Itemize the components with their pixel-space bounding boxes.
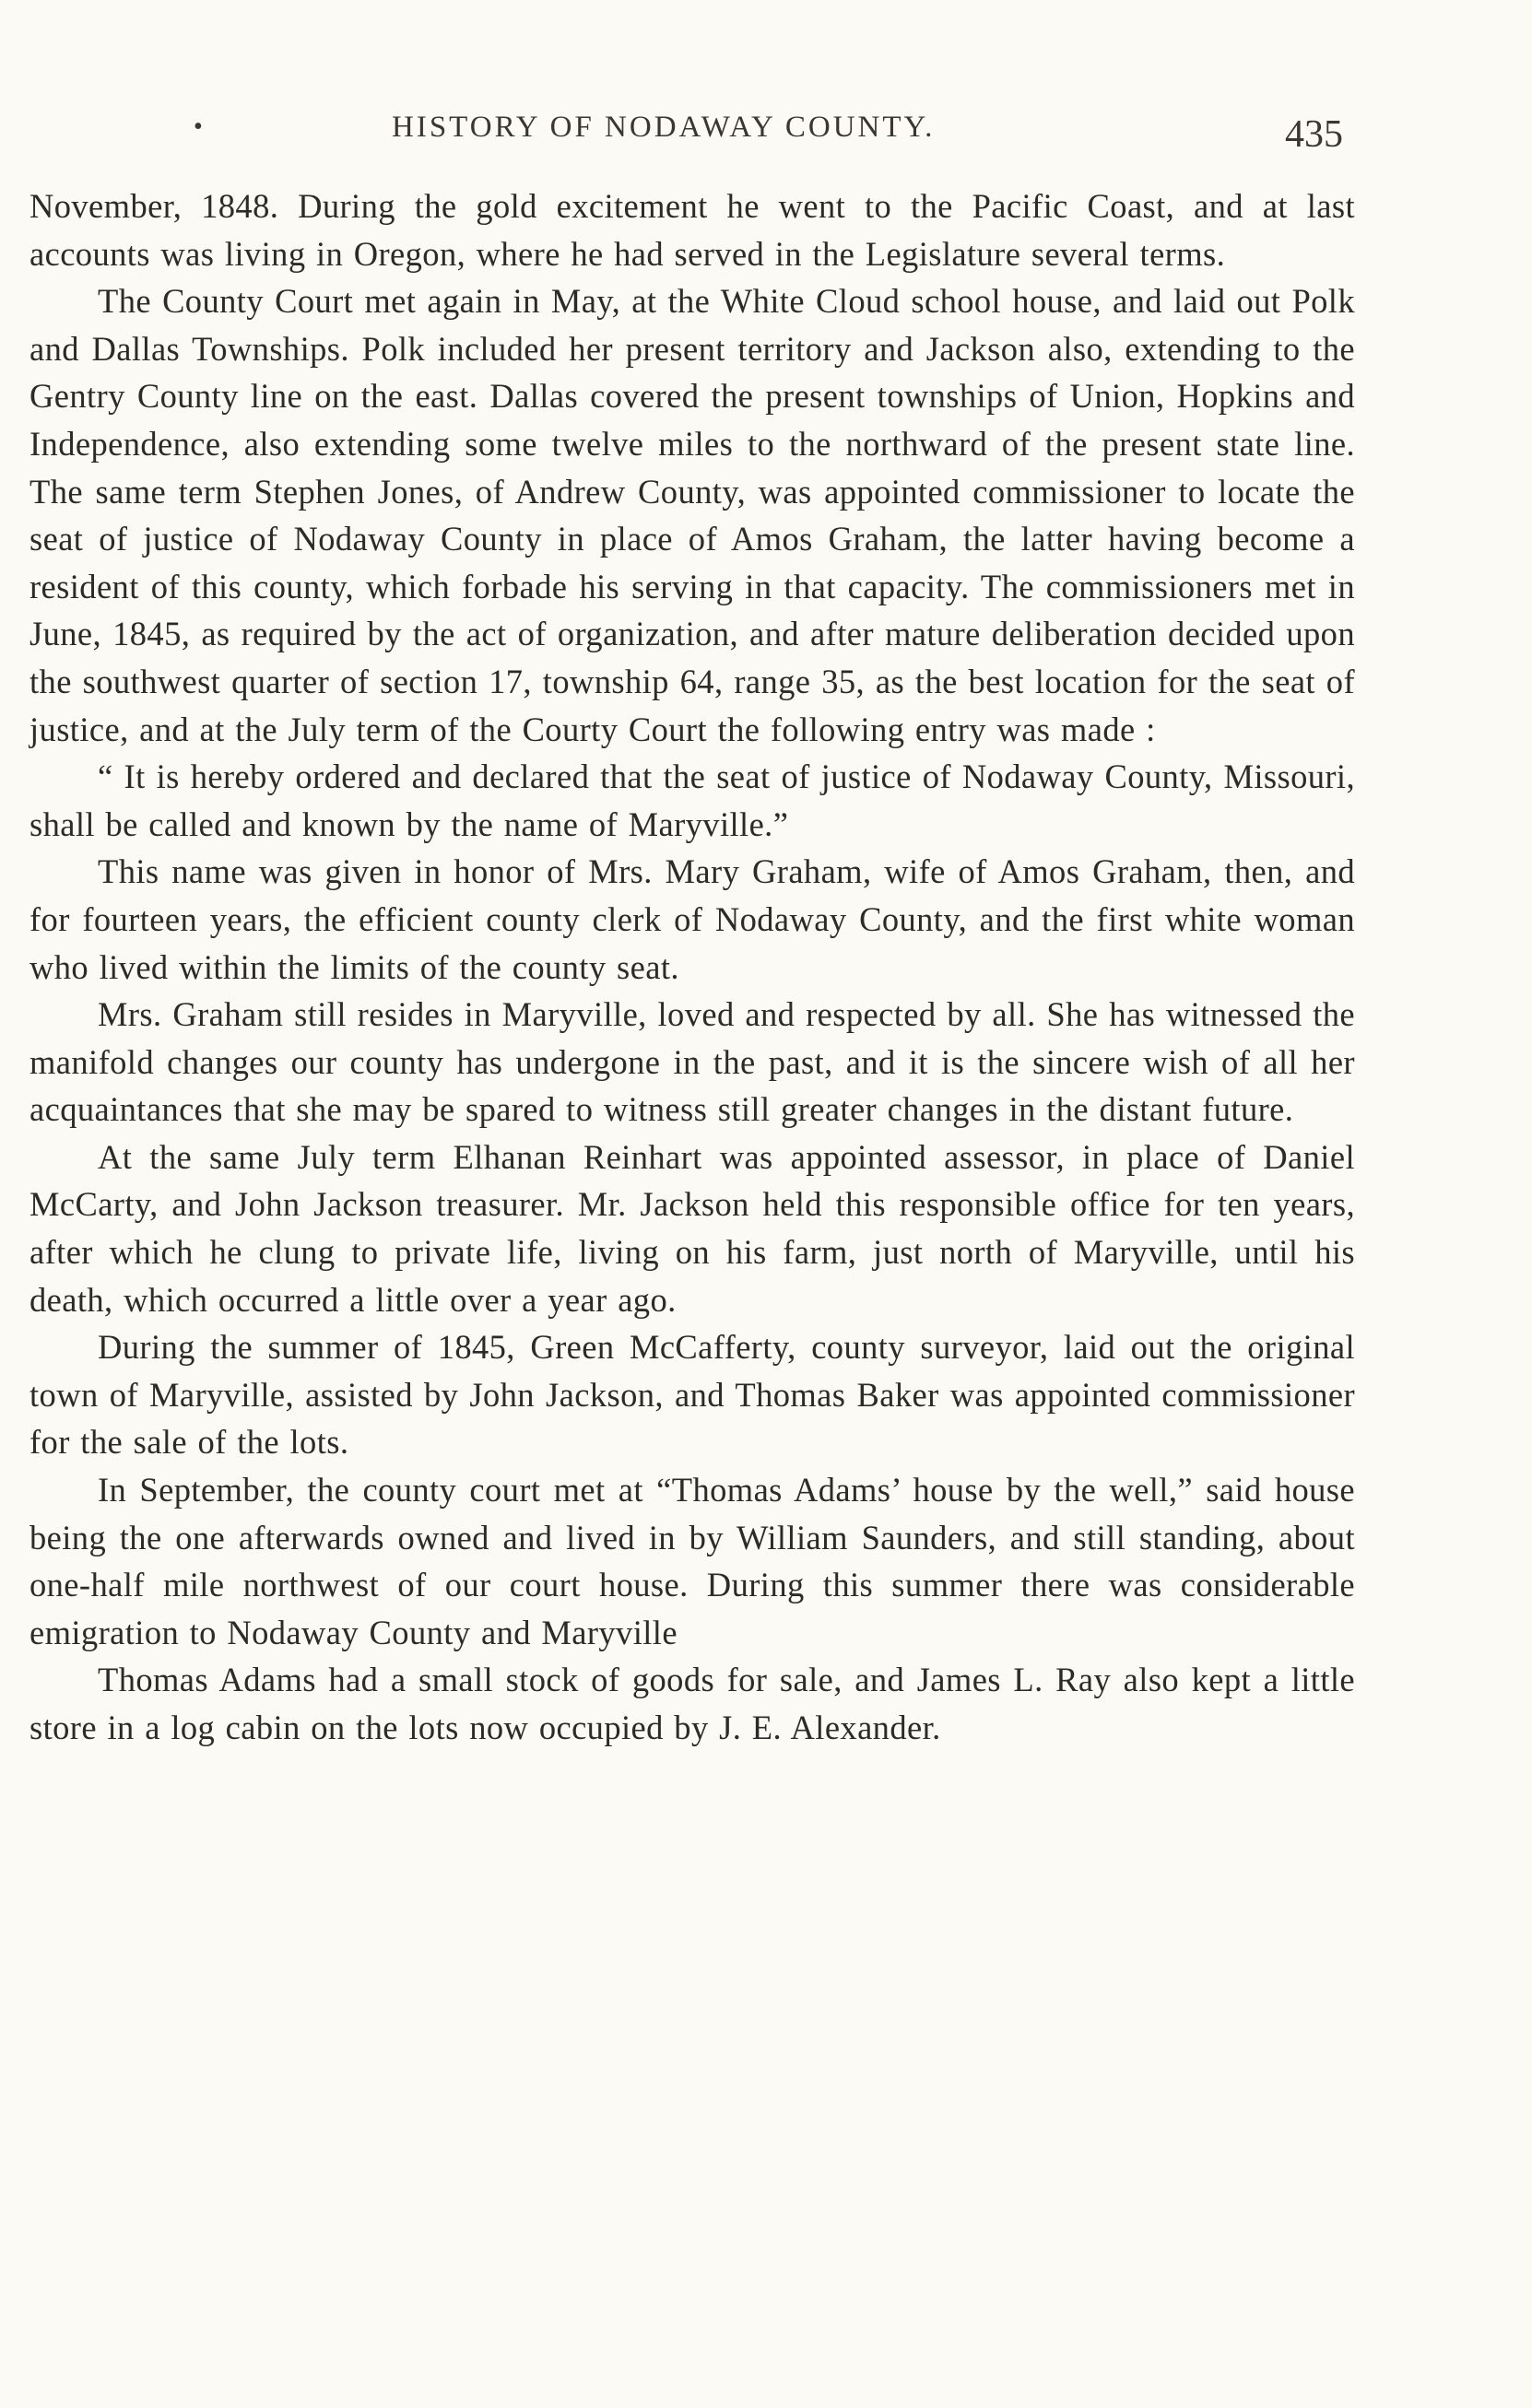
paragraph: The County Court met again in May, at the White Cloud school house, and laid out Polk and Dallas Townships. Polk included her present territory and Jackson also, extending to the Gentry County line on the east. Dallas covered the present townships of Union, Hopkins and Independence, also extending some twelve miles to the northward of the present state line. The same term Stephen Jones, of Andrew County, was appointed commissioner to locate the seat of justice of Nodaway County in place of Amos Graham, the latter having become a resident of this county, which forbade his serving in that capacity. The commissioners met in June, 1845, as required by the act of organization, and after mature deliberation decided upon the southwest quarter of section 17, township 64, range 35, as the best location for the seat of justice, and at the July term of the Courty Court the following entry was made : xyxy=(29,282,1355,748)
page-number: 435 xyxy=(1285,113,1343,156)
running-title: HISTORY OF NODAWAY COUNTY. xyxy=(392,111,936,144)
body-text xyxy=(29,182,1355,1752)
paragraph: This name was given in honor of Mrs. Mary Graham, wife of Amos Graham, then, and for fourteen years, the efficient county clerk of Nodaway County, and the first white woman who lived within the limits of the county seat. xyxy=(29,852,1355,986)
quotation-paragraph: “ It is hereby ordered and declared that the seat of justice of Nodaway County, Missouri, shall be called and known by the name of Maryville.” xyxy=(29,758,1355,843)
header-marker: • xyxy=(194,112,203,141)
page-header xyxy=(0,103,1532,159)
paragraph: In September, the county court met at “Thomas Adams’ house by the well,” said house being the one afterwards owned and lived in by William Saunders, and still standing, about one-half mile northwest of our court house. During this summer there was considerable emigration to Nodaway County and Maryville xyxy=(29,1471,1355,1651)
paragraph: Thomas Adams had a small stock of goods for sale, and James L. Ray also kept a little store in a log cabin on the lots now occupied by J. E. Alexander. xyxy=(29,1661,1355,1746)
paragraph: During the summer of 1845, Green McCafferty, county surveyor, laid out the original town of Maryville, assisted by John Jackson, and Thomas Baker was appointed commissioner for the sale of the lots. xyxy=(29,1328,1355,1462)
paragraph: Mrs. Graham still resides in Maryville, loved and respected by all. She has witnessed the manifold changes our county has undergone in the past, and it is the sincere wish of all her acquaintances that she may be spared to witness still greater changes in the distant future. xyxy=(29,995,1355,1129)
paragraph-continued: November, 1848. During the gold excitement he went to the Pacific Coast, and at last accounts was living in Oregon, where he had served in the Legislature several terms. xyxy=(29,187,1355,273)
paragraph: At the same July term Elhanan Reinhart was appointed assessor, in place of Daniel McCarty, and John Jackson treasurer. Mr. Jackson held this responsible office for ten years, after which he clung to private life, living on his farm, just north of Maryville, until his death, which occurred a little over a year ago. xyxy=(29,1137,1355,1319)
